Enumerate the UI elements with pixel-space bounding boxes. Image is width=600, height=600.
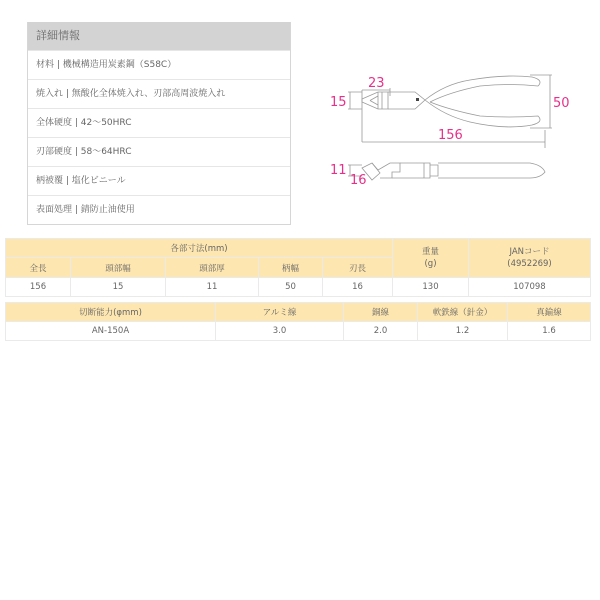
col-header-blade-length: 刃長 [323, 258, 393, 278]
cell-total-length: 156 [6, 278, 71, 297]
detail-row-surface-treatment: 表面処理 | 錆防止油使用 [28, 195, 290, 224]
dim-label-total-length: 156 [438, 128, 463, 143]
col-header-head-width: 頭部幅 [71, 258, 166, 278]
cell-soft-iron: 1.2 [418, 322, 508, 341]
col-header-grip-width: 柄幅 [259, 258, 323, 278]
jan-header-label: JANコード [509, 247, 550, 257]
jan-header [469, 239, 591, 278]
weight-header-unit: (g) [424, 259, 437, 269]
cell-head-width: 15 [71, 278, 166, 297]
detail-row-blade-hardness: 刃部硬度 | 58～64HRC [28, 137, 290, 166]
cell-model: AN-150A [6, 322, 216, 341]
col-header-soft-iron-wire: 軟鉄線（針金） [418, 303, 508, 322]
detail-row-material: 材料 | 機械構造用炭素鋼（S58C） [28, 50, 290, 79]
col-header-aluminum-wire: アルミ線 [216, 303, 344, 322]
dimensions-table [5, 238, 591, 297]
dim-label-head-thickness: 11 [330, 163, 347, 178]
jan-header-prefix: (4952269) [507, 259, 552, 269]
col-header-cutting-capacity: 切断能力(φmm) [6, 303, 216, 322]
cell-weight: 130 [393, 278, 469, 297]
cell-aluminum: 3.0 [216, 322, 344, 341]
col-header-head-thickness: 頭部厚 [166, 258, 259, 278]
detail-info-title: 詳細情報 [28, 22, 290, 50]
pliers-dimension-diagram [320, 70, 580, 190]
detail-info-panel [27, 22, 291, 225]
dim-label-head-length: 23 [368, 76, 385, 91]
dim-label-grip-width: 50 [553, 96, 570, 111]
detail-row-overall-hardness: 全体硬度 | 42～50HRC [28, 108, 290, 137]
cell-brass: 1.6 [508, 322, 591, 341]
dim-label-head-width: 15 [330, 95, 347, 110]
cell-head-thickness: 11 [166, 278, 259, 297]
weight-header-label: 重量 [421, 247, 439, 257]
dimensions-group-header: 各部寸法(mm) [6, 239, 393, 258]
cell-grip-width: 50 [259, 278, 323, 297]
dim-label-blade-length: 16 [350, 173, 367, 188]
cell-copper: 2.0 [344, 322, 418, 341]
col-header-total-length: 全長 [6, 258, 71, 278]
cutting-capacity-table [5, 302, 591, 341]
cell-blade-length: 16 [323, 278, 393, 297]
cell-jan: 107098 [469, 278, 591, 297]
detail-row-quenching: 焼入れ | 無酸化全体焼入れ、刃部高周波焼入れ [28, 79, 290, 108]
table-row [6, 278, 591, 297]
weight-header [393, 239, 469, 278]
detail-row-grip-coating: 柄被覆 | 塩化ビニール [28, 166, 290, 195]
table-row [6, 322, 591, 341]
col-header-copper-wire: 銅線 [344, 303, 418, 322]
col-header-brass-wire: 真鍮線 [508, 303, 591, 322]
